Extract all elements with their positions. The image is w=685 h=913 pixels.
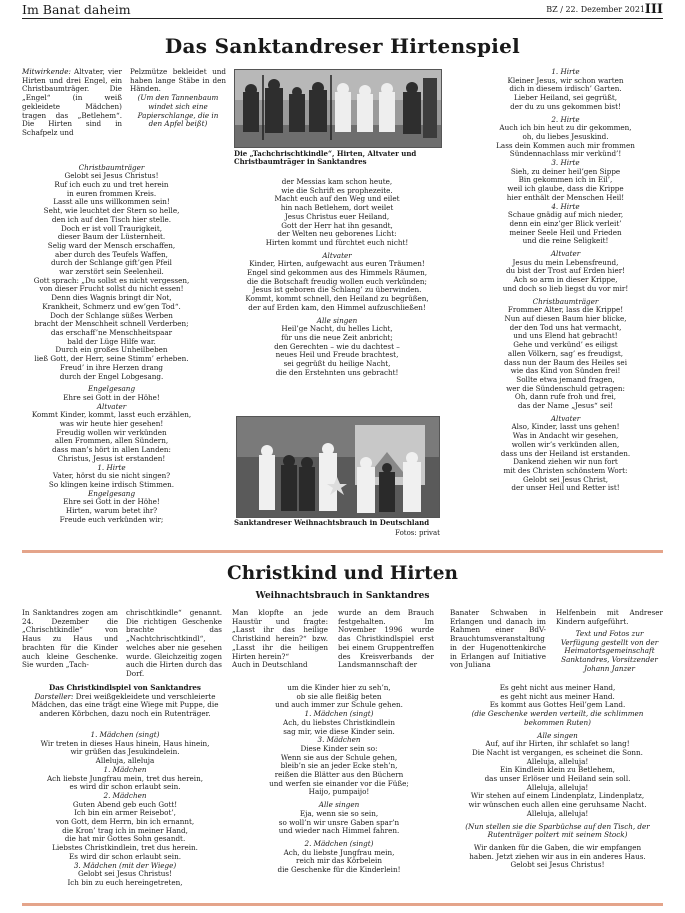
photo-credit: Fotos: privat — [395, 529, 440, 537]
speaker-label: Alle singen — [537, 730, 578, 740]
speaker-label: Alle singen — [318, 800, 360, 810]
speaker-label: Christbaumträger — [532, 296, 599, 306]
speaker-label: 3. Mädchen (mit der Wiege) — [73, 860, 177, 870]
article-title: Das Sanktandreser Hirtenspiel — [164, 34, 521, 58]
verse: Auch ich bin heut zu dir gekommen, oh, du liebes Jesuskind. Lass dein Kommen auch mir frommen Sündennachlass mir verkünd’! — [496, 123, 635, 159]
photo-caption-2: Sanktandreser Weihnachtsbrauch in Deutschland — [234, 518, 430, 527]
speaker-label: Altvater — [322, 250, 352, 260]
speaker-label: Alle singen — [316, 315, 358, 325]
article2-title: Christkind und Hirten — [227, 563, 458, 584]
speaker-label: 2. Hirte — [551, 114, 580, 124]
photo-shepherds-sanktandres — [234, 69, 442, 148]
verse: um die Kinder hier zu seh’n, ob sie alle fleißig beten und auch immer zur Schule gehen. — [275, 683, 403, 710]
play-cast: Drei weißgekleidete und verschleierte Mädchen, das eine trägt eine Wiege mit Puppe, die anderen Körbchen, dazu noch ein Rutenträger. — [31, 691, 219, 719]
cast-intro — [22, 68, 122, 138]
article-column-2 — [130, 68, 226, 129]
section-name: Im Banat daheim — [22, 2, 131, 17]
speaker-label: Christbaumträger — [78, 162, 145, 172]
photo-caption-1: Die „Tachchrischtkindle“, Hirten, Altvater und Christbaumträger in Sanktandres — [234, 149, 417, 167]
speaker-label: 1. Hirte — [97, 462, 126, 472]
speaker-label: 1. Hirte — [551, 67, 580, 76]
verse: Schaue gnädig auf mich nieder, denn ein einz’ger Blick verleit’ meiner Seele Heil und Frieden und die reine Seligkeit! — [507, 210, 624, 246]
cast-text: Altvater, vier Hirten und drei Engel, ein Christbaumträger. Die „Engel“ (in weiß gekleidete Mädchen) tragen das „Betlehem“. Die Hirten sind in Schafpelz und — [22, 67, 122, 137]
verse: Heil’ge Nacht, du helles Licht, für uns die neue Zeit anbricht; den Gerechten – wie du dachtest – neues Heil und Freude brachtest, sei gegrüßt du heilige Nacht, die den Erstehnten uns gebracht! — [274, 324, 400, 377]
speaker-label: Engelgesang — [87, 384, 136, 394]
verse: Wir danken für die Gaben, die wir empfangen haben. Jetzt ziehen wir aus in ein anderes Haus. Gelobt sei Jesus Christus! — [469, 842, 646, 870]
speaker-label: Altvater — [550, 249, 581, 259]
speaker-label: 1. Mädchen (singt) — [90, 730, 160, 739]
stage-direction: (Um den Tannenbaum windet sich eine Papierschlange, die in den Apfel beißt) — [137, 93, 219, 129]
verse: der Messias kam schon heute, wie die Schrift es prophezeite. Macht euch auf den Weg und eilet hin nach Betlehem, dort weilet Jesus Christus euer Heiland, Gott der Herr hat ihn gesandt, der Welten neu geborenes Licht: Hirten kommt und fürchtet euch nicht! — [265, 177, 409, 247]
verse: Eja, wenn sie so sein, so woll’n wir unsre Gaben spar’n und wieder nach Himmel fahren. — [278, 808, 400, 836]
article2-subtitle: Weihnachtsbrauch in Sanktandres — [255, 591, 430, 601]
article2-column-1: In Sanktandres zogen am 24. Dezember die „Chrischtkindle“ von Haus zu Haus und brachten für die Kinder auch kleine Geschenke. Sie wurden „Tach- — [22, 608, 118, 670]
article2-column-3: Man klopfte an jede Haustür und fragte: „Lasst ihr das heilige Christkind herein?“ bzw. „Lasst ihr die heiligen Hirten herein?“ Auch in Deutschland — [232, 608, 328, 670]
speaker-label: 1. Mädchen (singt) — [304, 709, 374, 719]
stage-direction: (Nun stellen sie die Sparbüchse auf den Tisch, der Rutenträger poltert mit seinem Stock) — [465, 821, 650, 840]
verse: Vater, hörst du sie nicht singen? So klingen keine irdisch Stimmen. — [48, 471, 175, 489]
article-column-4 — [468, 68, 663, 493]
verse: Es geht nicht aus meiner Hand, es geht nicht aus meiner Hand. Es kommt aus Gottes Heil’gem Land. — [489, 683, 626, 710]
verse: Gelobt sei Jesus Christus! Ruf ich euch zu und tret herein in euren frommen Kreis. Lasst alle uns willkommen sein! Seht, wie leuchtet der Stern so helle, den ich auf den Tisch hier stelle. Doch er ist voll Traurigkeit, dieser Baum der Lüsternheit. Selig ward der Mensch erschaffen, aber durch des Teufels Waffen, durch der Schlange gift’gen Pfeil war zerstört sein Seelenheil. Gott sprach: „Du sollst es nicht vergessen, von dieser Frucht sollst du nicht essen! Denn dies Wagnis bringt dir Not, Krankheit, Schmerz und ew’gen Tod“. Doch der Schlange süßes Werben bracht der Menschheit schnell Verderben; das erschaff’ne Menschheitspaar bald der Lüge Hilfe war. Durch ein großes Unheilbeben ließ Gott, der Herr, seine Stimm’ erheben. Freud’ in ihre Herzen drang durch der Engel Lobgesang. — [33, 171, 190, 381]
verse: Sieh, zu deiner heil’gen Sippe Bin gekommen ich in Eil’, weil ich glaube, dass die Krippe hier enthält der Menschen Heil! — [506, 166, 625, 202]
play-block-1 — [22, 731, 228, 888]
photo-christmas-custom-germany — [236, 416, 440, 518]
verse: Kommt Kinder, kommt, lasst euch erzählen, was wir heute hier gesehen! Freudig wollen wir verkünden allen Frommen, allen Sündern, dass man’s hört in allen Landen: Christus, Jesus ist erstanden! — [31, 410, 192, 463]
speaker-label: 4. Hirte — [551, 201, 580, 211]
verse: Frommer Alter, lass die Krippe! Nun auf diesen Baum hier blicke, der den Tod uns hat vermacht, und uns Elend hat gebracht! Gehe und verkünd’ es eiligst allen Völkern, sag’ es freudigst, dass nun der Baum des Heiles sei wie das Kind von Sünden frei! Sollte etwa jemand fragen, wer die Sündenschuld getragen: Oh, dann rufe froh und frei, das der Name „Jesus“ sei! — [503, 305, 627, 411]
speaker-label: 3. Hirte — [551, 158, 580, 168]
article2-column-5: Banater Schwaben in Erlangen und danach im Rahmen einer BdV-Brauchtumsveranstaltung in der Hugenottenkirche in Erlangen auf Initiative von Juliana — [450, 608, 546, 670]
speaker-label: 1. Mädchen — [103, 764, 147, 774]
article-center-column — [234, 178, 440, 377]
speaker-label: Altvater — [550, 413, 581, 423]
article2-column-2: chrischtkindle“ genannt. Die richtigen Geschenke brachte das „Nachtchrischtkindl“, welches aber nie gesehen wurde. Gleichzeitig zogen auch die Hirten durch das Dorf. — [126, 608, 222, 678]
section-divider — [22, 550, 663, 553]
verse: Ach, du liebstes Christkindlein sag mir, wie diese Kinder sein. — [283, 717, 395, 736]
stage-direction: (die Geschenke werden verteilt, die schlimmen bekommen Ruten) — [471, 709, 644, 727]
verse: Kinder, Hirten, aufgewacht aus euren Träumen! Engel sind gekommen aus des Himmels Räumen, die die Botschaft freudig wollen euch verkünden; Jesus ist geboren die Schlang’ zu überwinden. Kommt, kommt schnell, den Heiland zu begrüßen, der auf Erden kam, den Himmel aufzuschließen! — [245, 259, 429, 312]
speaker-label: 3. Mädchen — [317, 735, 361, 745]
play-block-2 — [236, 684, 442, 875]
spacer — [22, 138, 201, 164]
verse: Ach, du liebste Jungfrau mein, reich mir das Körbelein die Geschenke für die Kinderlein! — [277, 847, 401, 875]
verse: Diese Kinder sein so: Wenn sie aus der Schule gehen, bleib’n sie an jeder Ecke steh’n, reißen die Blätter aus den Büchern und werfen sie einander vor die Füße; Haijo, pumpaijo! — [269, 743, 409, 797]
speaker-label: Engelgesang — [87, 488, 136, 498]
article2-credit: Text und Fotos zur Verfügung gestellt von der Heimatortsgemeinschaft Sanktandres, Vorsitzender Johann Janzer — [560, 629, 659, 673]
verse: Ach liebste Jungfrau mein, tret dus herein, es wird dir schon erlaubt sein. — [46, 773, 204, 792]
verse: Gelobt sei Jesus Christus! Ich bin zu euch hereingetreten, — [67, 869, 183, 887]
play-cast-label: Darsteller: — [34, 691, 74, 701]
speaker-label: 2. Mädchen (singt) — [304, 838, 374, 848]
article2-column-4: wurde an dem Brauch festgehalten. Im November 1996 wurde das Christkindlspiel erst bei einem Gruppentreffen des Kreisverbands der Landsmannschaft der — [338, 608, 434, 670]
verse: Also, Kinder, lasst uns gehen! Was in Andacht wir gesehen, wollen wir’s verkünden allen, dass uns der Heiland ist erstanden. Dankend ziehen wir nun fort mit des Christen schönstem Wort: Gelobt sei Jesus Christ, der unser Heil und Retter ist! — [500, 422, 631, 493]
page-header — [22, 2, 663, 19]
verse: Wir treten in dieses Haus hinein, Haus hinein, wir grüßen das Jesukindelein. Alleluja, alleluja — [40, 738, 210, 766]
article2-column-6: Helfenbein mit Andreser Kindern aufgeführt. — [556, 608, 663, 626]
play-block-3 — [452, 684, 663, 870]
article-column-1 — [22, 68, 201, 524]
bottom-rule — [22, 903, 663, 906]
play-title: Das Christkindlspiel von Sanktandres — [49, 683, 201, 692]
speaker-label: Altvater — [96, 401, 127, 411]
issue-date: BZ / 22. Dezember 2021 — [546, 5, 645, 14]
verse: Ehre sei Gott in der Höhe! Hirten, warum betet ihr? Freude euch verkünden wir; — [59, 497, 164, 524]
verse: Ehre sei Gott in der Höhe! — [63, 392, 160, 402]
speaker-label: 2. Mädchen — [103, 790, 147, 800]
play-header — [22, 684, 228, 719]
cast-label: Mitwirkende: — [22, 67, 71, 76]
verse: Kleiner Jesus, wir schon warten dich in diesem irdisch’ Garten. Lieber Heiland, sei gegrüßt, der du zu uns gekommen bist! — [507, 75, 624, 111]
verse: Jesus du mein Lebensfreund, du bist der Trost auf Erden hier! Ach so arm in dieser Krippe, und doch so lieb liegst du vor mir! — [502, 257, 629, 293]
costume-note: Pelzmütze bekleidet und haben lange Stäbe in den Händen. — [130, 67, 226, 94]
verse: Auf, auf ihr Hirten, ihr schlafet so lang! Die Nacht ist vergangen, es scheinet die Sonn. Alleluja, alleluja! Ein Kindlein klein zu Betlehem, das unser Erlöser und Heiland sein soll. Alleluja, alleluja! Wir stehen auf einem Lindenplatz, Lindenplatz, wir wünschen euch allen eine geruhsame Nacht. Alleluja, alleluja! — [468, 739, 647, 818]
page-number: III — [644, 2, 663, 17]
verse: Guten Abend geb euch Gott! Ich bin ein armer Reisebot’, von Gott, dem Herrn, bin ich ernannt, die Kron’ trag ich in meiner Hand, die hat mir Gottes Sohn gesandt. Liebstes Christkindlein, tret dus herein. Es wird dir schon erlaubt sein. — [52, 799, 198, 861]
